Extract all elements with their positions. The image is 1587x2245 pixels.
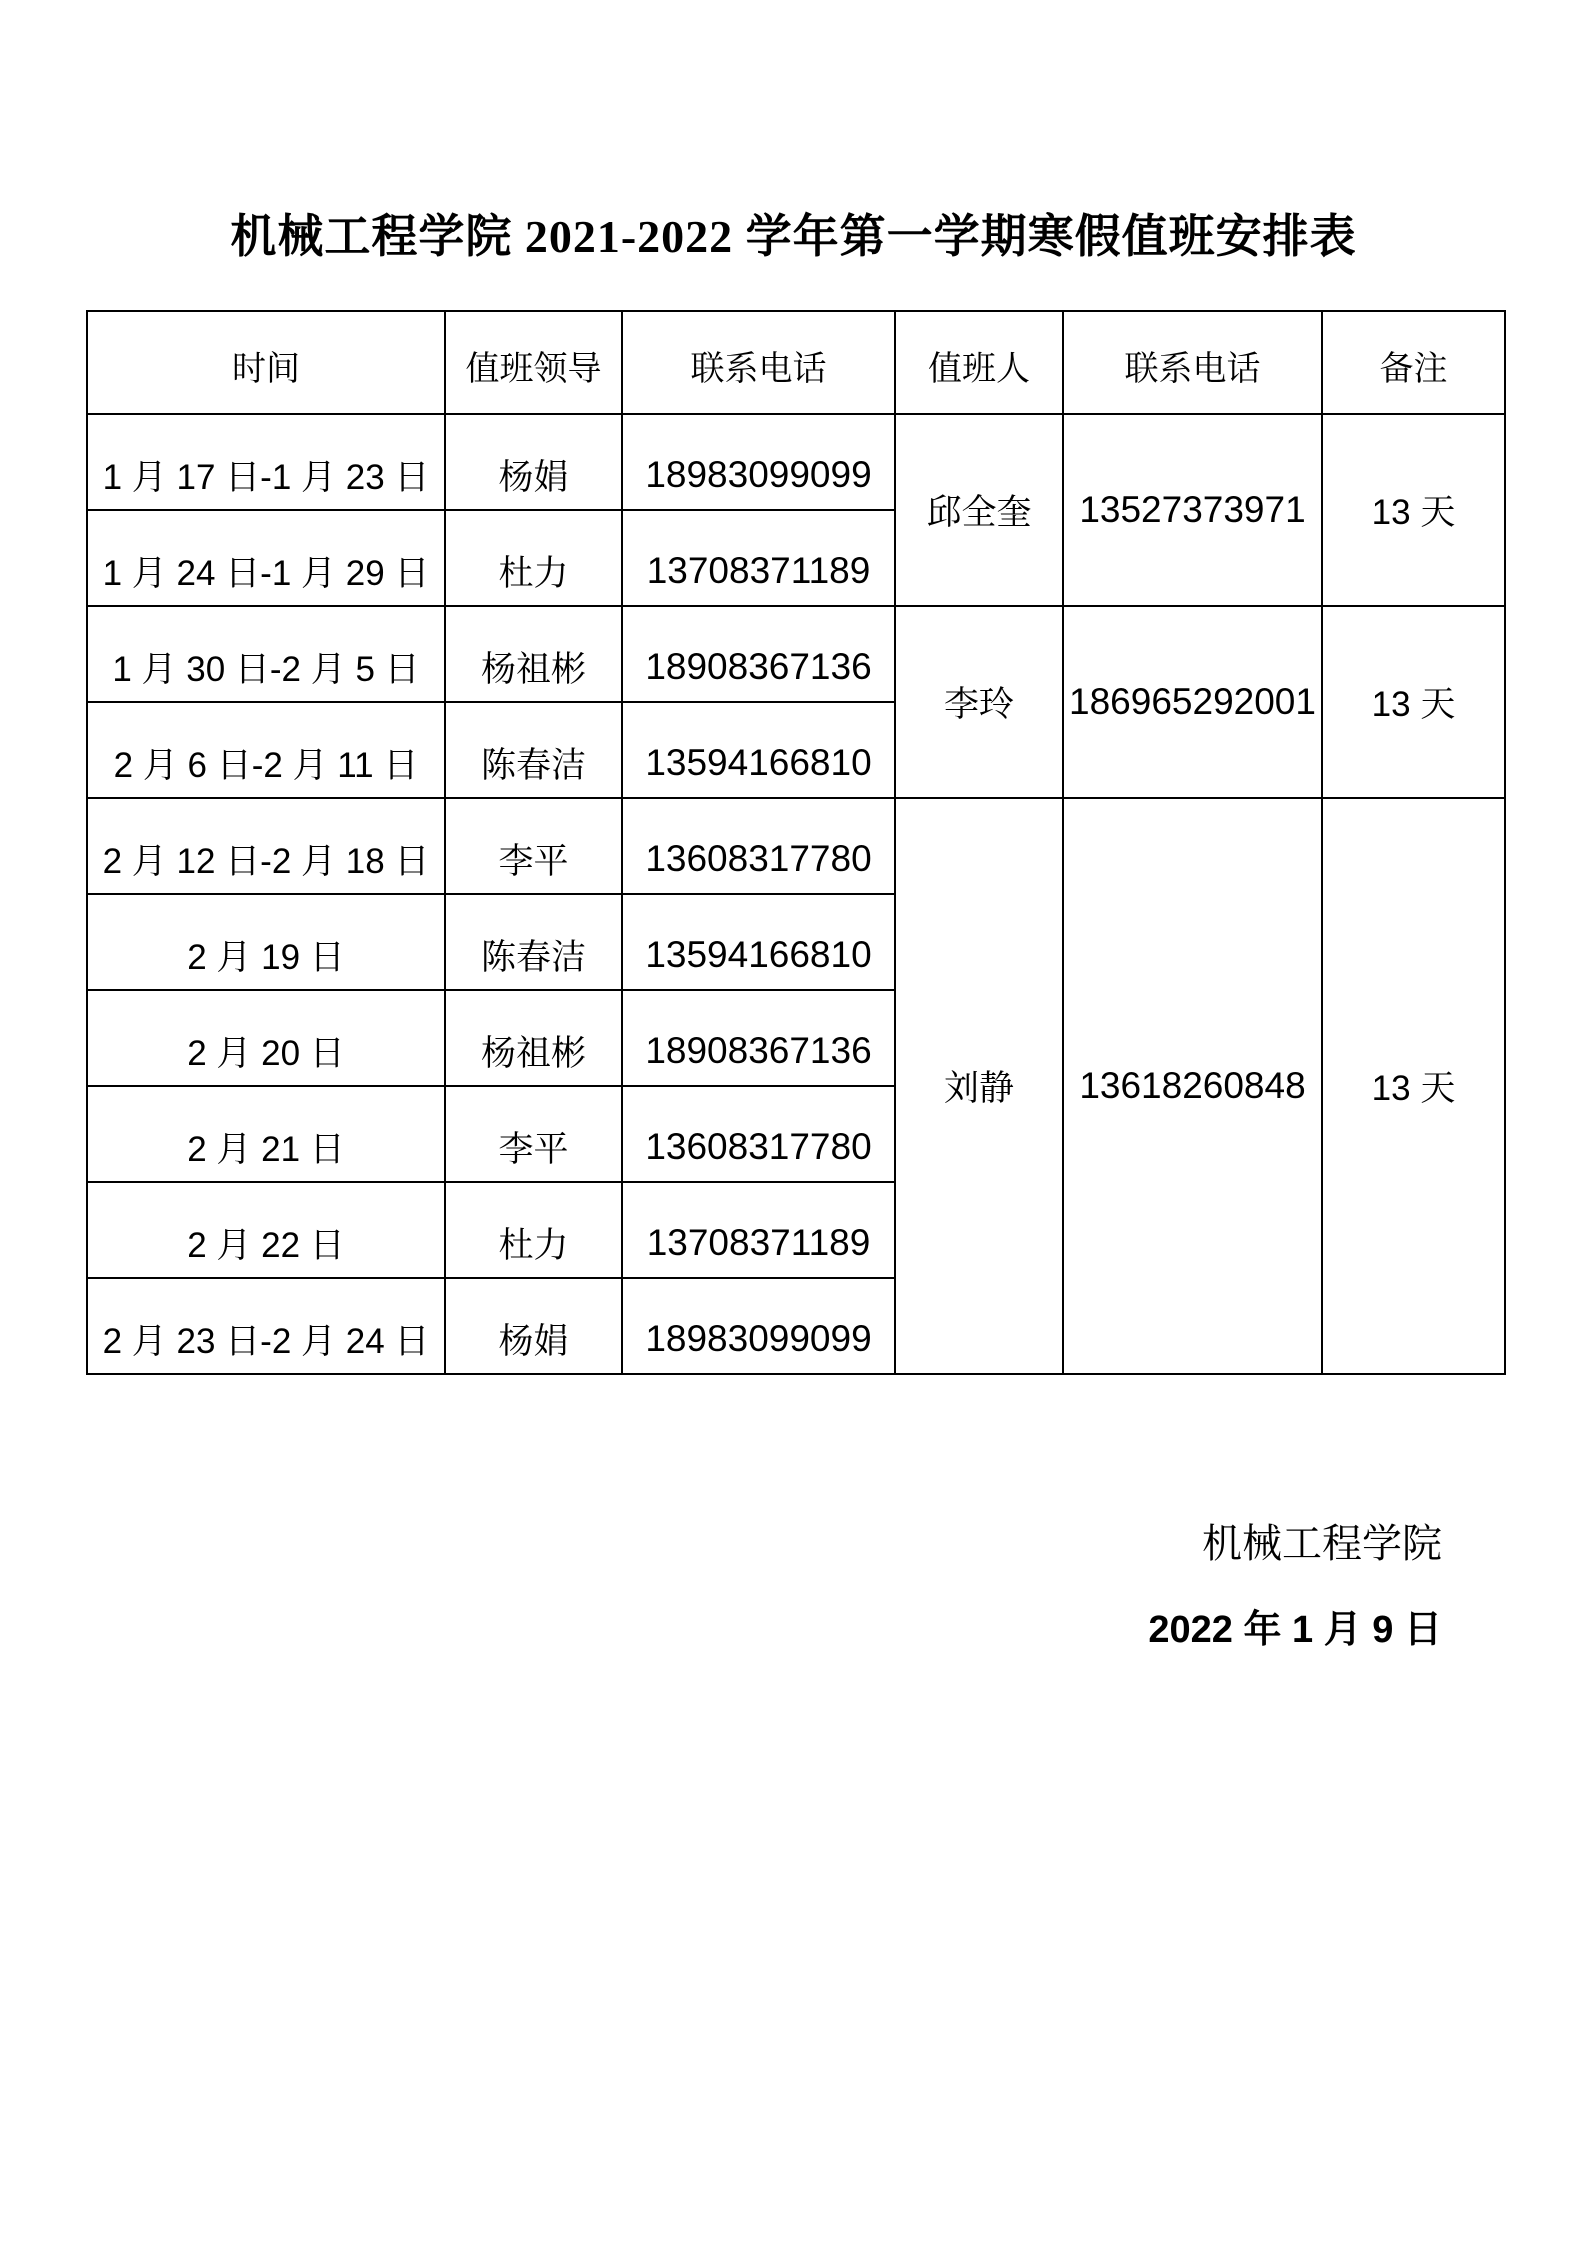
table-row — [87, 798, 1505, 894]
leader-phone-cell: 13594166810 — [622, 702, 895, 798]
leader-phone-cell: 18983099099 — [622, 1278, 895, 1374]
leader-cell: 杨祖彬 — [445, 990, 622, 1086]
duty-schedule-table — [86, 310, 1506, 1375]
time-cell: 1 月 30 日-2 月 5 日 — [87, 606, 445, 702]
time-cell: 2 月 20 日 — [87, 990, 445, 1086]
person-phone-cell: 13618260848 — [1063, 798, 1322, 1374]
person-phone-cell: 13527373971 — [1063, 414, 1322, 606]
leader-phone-cell: 18908367136 — [622, 990, 895, 1086]
person-cell: 邱全奎 — [895, 414, 1063, 606]
header-cell-note: 备注 — [1322, 311, 1505, 414]
leader-phone-cell: 13608317780 — [622, 798, 895, 894]
header-cell-leader: 值班领导 — [445, 311, 622, 414]
leader-phone-cell: 13708371189 — [622, 510, 895, 606]
time-cell: 2 月 6 日-2 月 11 日 — [87, 702, 445, 798]
note-cell: 13 天 — [1322, 414, 1505, 606]
header-cell-leader-phone: 联系电话 — [622, 311, 895, 414]
person-cell: 李玲 — [895, 606, 1063, 798]
table-header-row — [87, 311, 1505, 414]
leader-cell: 杨娟 — [445, 1278, 622, 1374]
leader-phone-cell: 18908367136 — [622, 606, 895, 702]
table-row — [87, 414, 1505, 510]
leader-cell: 杜力 — [445, 1182, 622, 1278]
leader-cell: 杨祖彬 — [445, 606, 622, 702]
time-cell: 2 月 19 日 — [87, 894, 445, 990]
time-cell: 1 月 24 日-1 月 29 日 — [87, 510, 445, 606]
time-cell: 2 月 21 日 — [87, 1086, 445, 1182]
leader-cell: 陈春洁 — [445, 894, 622, 990]
leader-cell: 陈春洁 — [445, 702, 622, 798]
person-cell: 刘静 — [895, 798, 1063, 1374]
leader-cell: 杨娟 — [445, 414, 622, 510]
time-cell: 2 月 12 日-2 月 18 日 — [87, 798, 445, 894]
note-cell: 13 天 — [1322, 798, 1505, 1374]
leader-phone-cell: 13594166810 — [622, 894, 895, 990]
header-cell-person: 值班人 — [895, 311, 1063, 414]
time-cell: 2 月 22 日 — [87, 1182, 445, 1278]
header-cell-person-phone: 联系电话 — [1063, 311, 1322, 414]
note-cell: 13 天 — [1322, 606, 1505, 798]
leader-phone-cell: 13608317780 — [622, 1086, 895, 1182]
leader-phone-cell: 18983099099 — [622, 414, 895, 510]
signature-org: 机械工程学院 — [1202, 1521, 1442, 1566]
time-cell: 2 月 23 日-2 月 24 日 — [87, 1278, 445, 1374]
leader-cell: 杜力 — [445, 510, 622, 606]
time-cell: 1 月 17 日-1 月 23 日 — [87, 414, 445, 510]
person-phone-cell: 186965292001 — [1063, 606, 1322, 798]
leader-phone-cell: 13708371189 — [622, 1182, 895, 1278]
leader-cell: 李平 — [445, 798, 622, 894]
signature-date: 2022 年 1 月 9 日 — [1148, 1609, 1442, 1651]
document-title: 机械工程学院 2021-2022 学年第一学期寒假值班安排表 — [230, 211, 1357, 262]
header-cell-time: 时间 — [87, 311, 445, 414]
table-row — [87, 606, 1505, 702]
leader-cell: 李平 — [445, 1086, 622, 1182]
